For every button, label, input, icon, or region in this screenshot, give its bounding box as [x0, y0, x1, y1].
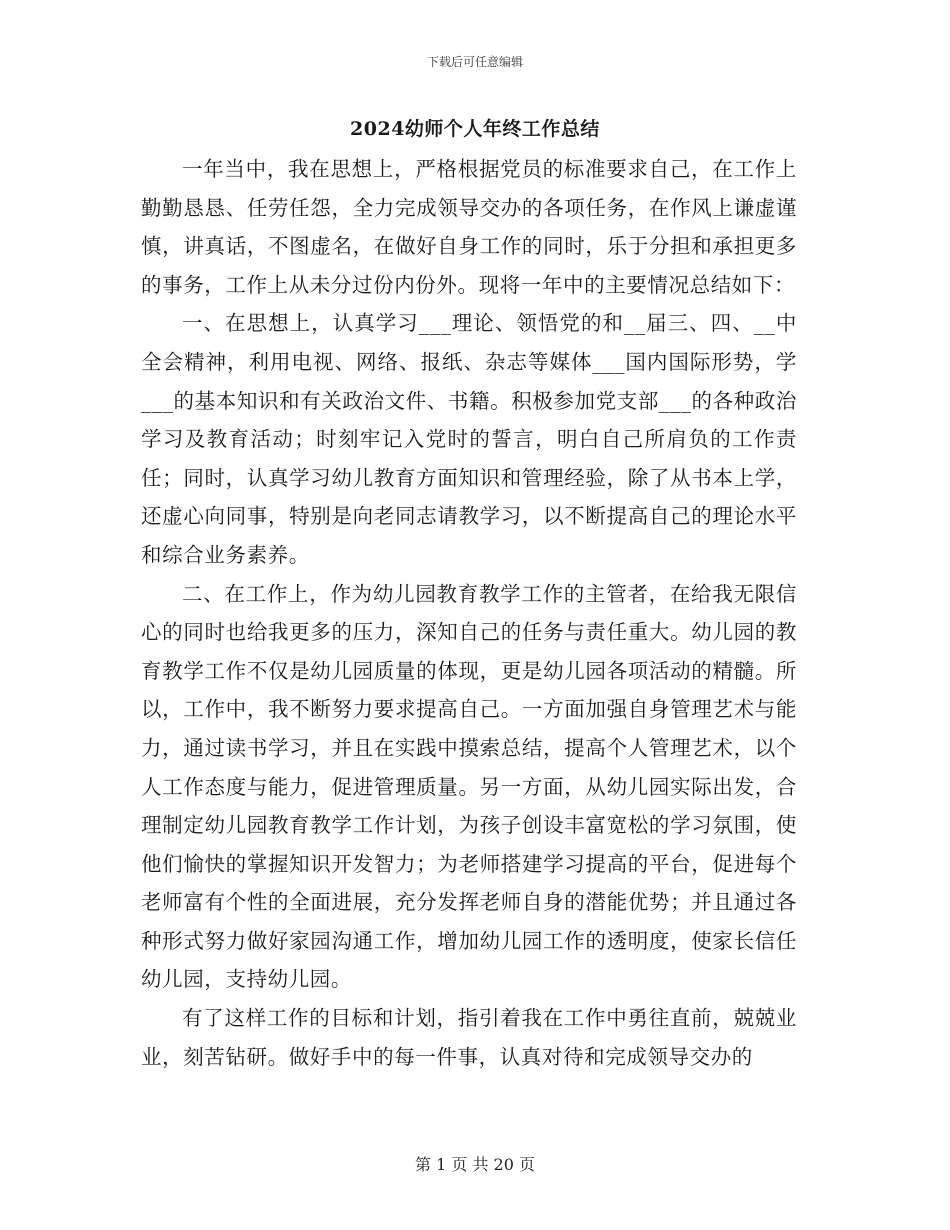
paragraph-work: 二、在工作上，作为幼儿园教育教学工作的主管者，在给我无限信心的同时也给我更多的压力，深知自己的任务与责任重大。幼儿园的教育教学工作不仅是幼儿园质量的体现，更是幼儿园各项活动的精髓。所以，工作中，我不断努力要求提高自己。一方面加强自身管理艺术与能力，通过读书学习，并且在实践中摸索总结，提高个人管理艺术，以个人工作态度与能力，促进管理质量。另一方面，从幼儿园实际出发，合理制定幼儿园教育教学工作计划，为孩子创设丰富宽松的学习氛围，使他们愉快的掌握知识开发智力；为老师搭建学习提高的平台，促进每个老师富有个性的全面进展，充分发挥老师自身的潜能优势；并且通过各种形式努力做好家园沟通工作，增加幼儿园工作的透明度，使家长信任幼儿园，支持幼儿园。: [141, 581, 797, 992]
header-note: 下载后可任意编辑: [426, 55, 523, 69]
paragraph-ideology: 一、在思想上，认真学习___理论、领悟党的和__届三、四、__中全会精神，利用电视、网络、报纸、杂志等媒体___国内国际形势，学___的基本知识和有关政治文件、书籍。积极参加党支部___的各种政治学习及教育活动；时刻牢记入党时的誓言，明白自己所肩负的工作责任；同时，认真学习幼儿教育方面知识和管理经验，除了从书本上学，还虚心向同事，特别是向老同志请教学习，以不断提高自己的理论水平和综合业务素养。: [141, 311, 797, 567]
document-title: 2024幼师个人年终工作总结: [350, 118, 600, 140]
document-body: [141, 150, 797, 1076]
page-number: 第 1 页 共 20 页: [415, 1155, 535, 1174]
paragraph-goals: 有了这样工作的目标和计划，指引着我在工作中勇往直前，兢兢业业，刻苦钻研。做好手中的每一件事，认真对待和完成领导交办的: [141, 1006, 797, 1069]
paragraph-intro: 一年当中，我在思想上，严格根据党员的标准要求自己，在工作上勤勤恳恳、任劳任怨，全力完成领导交办的各项任务，在作风上谦虚谨慎，讲真话，不图虚名，在做好自身工作的同时，乐于分担和承担更多的事务，工作上从未分过份内份外。现将一年中的主要情况总结如下：: [141, 157, 797, 297]
